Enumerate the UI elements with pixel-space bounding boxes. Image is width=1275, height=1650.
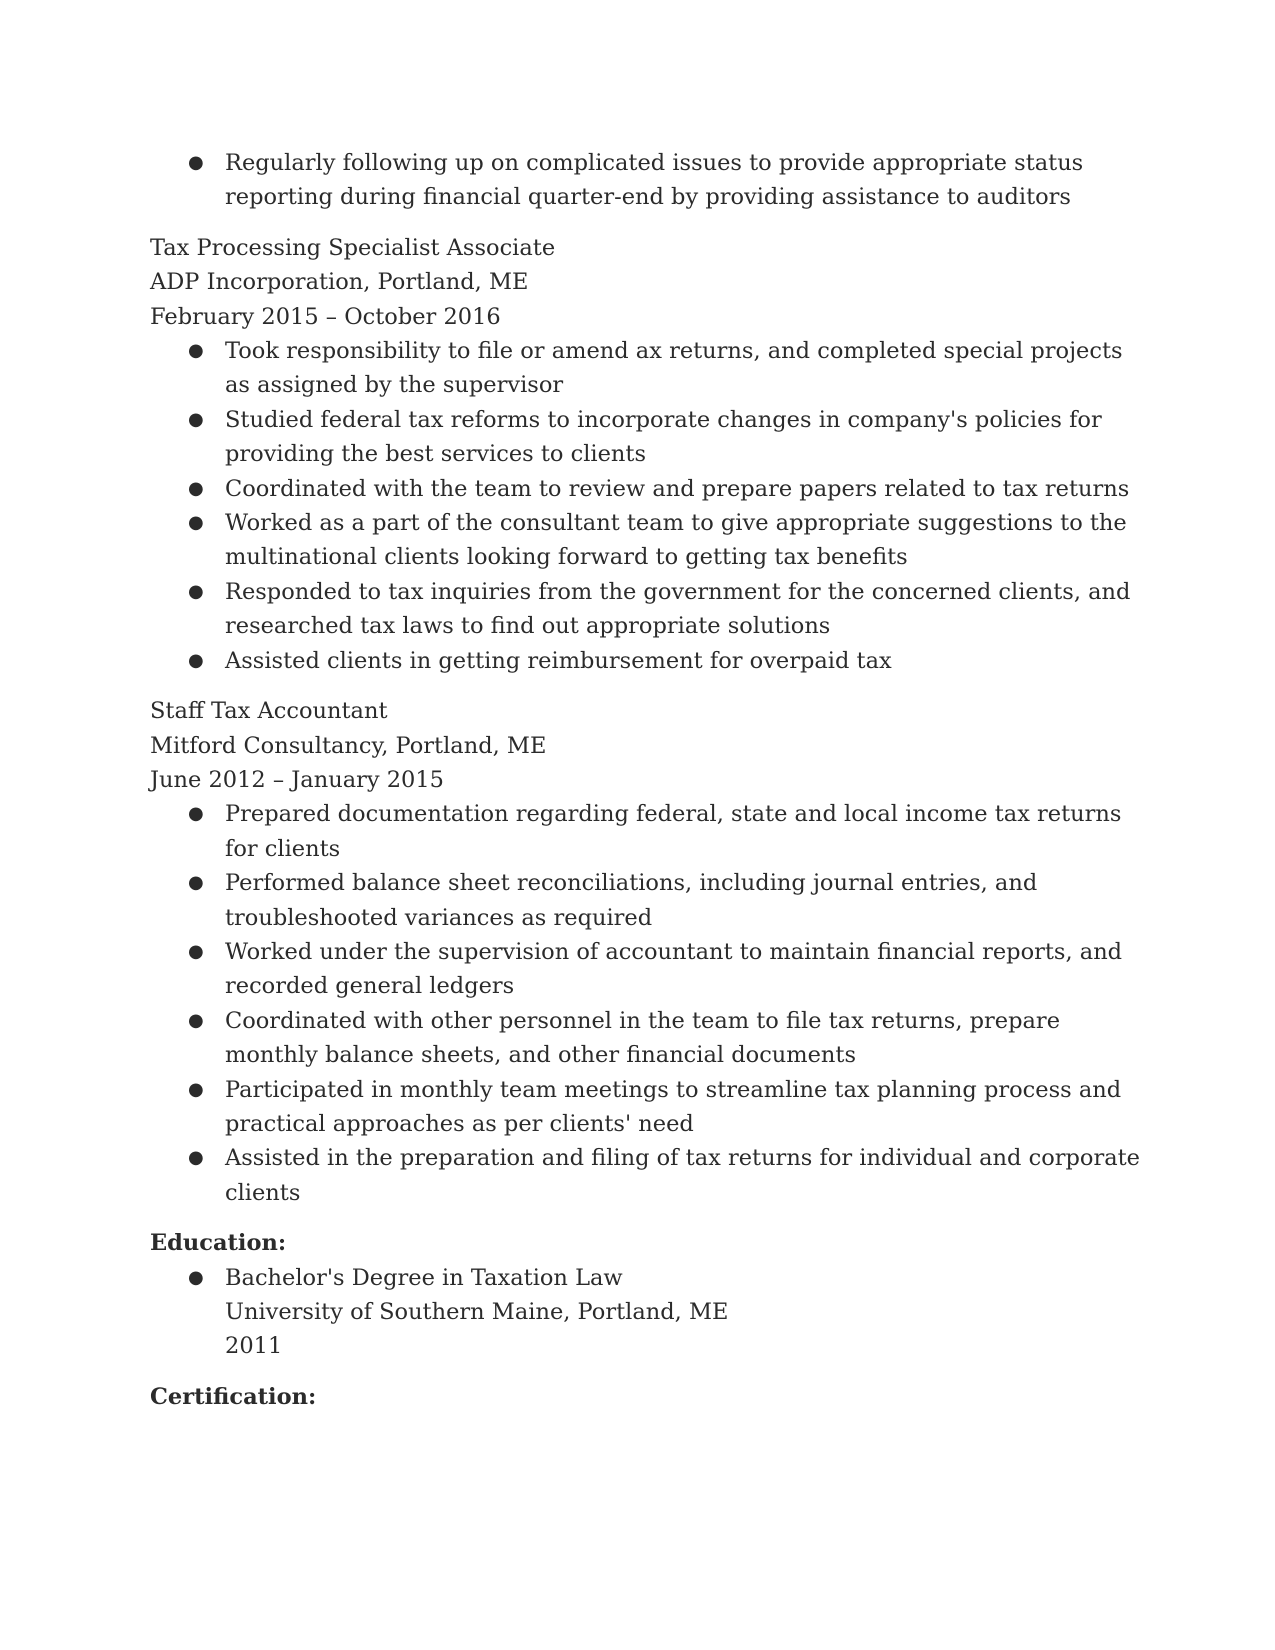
list-item <box>150 506 1140 575</box>
list-item <box>150 1261 1140 1364</box>
bullet-text: Regularly following up on complicated issues to provide appropriate status reporting during financial quarter-end by providing assistance to auditors <box>225 150 1084 211</box>
list-item <box>150 472 1140 506</box>
bullet-text: Assisted in the preparation and filing of tax returns for individual and corporate clients <box>225 1145 1140 1206</box>
graduation-year: 2011 <box>225 1333 283 1360</box>
bullet-icon: ● <box>188 649 204 671</box>
company-name: ADP Incorporation, Portland, ME <box>150 269 529 296</box>
job-title: Tax Processing Specialist Associate <box>150 234 556 261</box>
education-list <box>150 1261 1140 1364</box>
certification-heading: Certification: <box>150 1383 317 1410</box>
bullet-text: Responded to tax inquiries from the government for the concerned clients, and researched tax laws to find out appropriate solutions <box>225 578 1131 640</box>
bullet-icon: ● <box>188 340 204 362</box>
company-name: Mitford Consultancy, Portland, ME <box>150 732 547 759</box>
previous-job-bullets <box>150 146 1140 215</box>
bullet-text: Prepared documentation regarding federal, state and local income tax returns for clients <box>225 801 1122 862</box>
bullet-text: Coordinated with other personnel in the team to file tax returns, prepare monthly balance sheets, and other financial documents <box>225 1007 1061 1069</box>
bullet-icon: ● <box>188 940 204 962</box>
list-item <box>150 1141 1140 1210</box>
resume-page <box>150 146 1140 1414</box>
employment-dates: February 2015 – October 2016 <box>150 303 501 330</box>
education-heading: Education: <box>150 1230 287 1257</box>
bullet-icon: ● <box>188 152 204 173</box>
bullet-icon: ● <box>188 1147 204 1169</box>
degree-name: Bachelor's Degree in Taxation Law <box>225 1264 623 1291</box>
bullet-icon: ● <box>188 477 204 499</box>
employment-dates: June 2012 – January 2015 <box>150 766 444 793</box>
job-title: Staff Tax Accountant <box>150 698 388 725</box>
bullet-text: Studied federal tax reforms to incorporate changes in company's policies for providing the best services to clients <box>225 406 1102 468</box>
education-section <box>150 1226 1140 1364</box>
job-bullets <box>150 334 1140 678</box>
bullet-text: Worked under the supervision of accountant to maintain financial reports, and recorded general ledgers <box>225 938 1123 1000</box>
bullet-icon: ● <box>188 872 204 894</box>
bullet-text: Coordinated with the team to review and prepare papers related to tax returns <box>225 475 1130 502</box>
list-item <box>150 1073 1140 1142</box>
list-item <box>150 797 1140 866</box>
list-item <box>150 935 1140 1004</box>
job-entry-adp <box>150 231 1140 678</box>
job-entry-mitford <box>150 694 1140 1210</box>
bullet-text: Took responsibility to file or amend ax returns, and completed special projects as assigned by the supervisor <box>225 338 1123 399</box>
bullet-text: Assisted clients in getting reimbursement for overpaid tax <box>225 647 892 674</box>
bullet-icon: ● <box>188 1009 204 1031</box>
school-name: University of Southern Maine, Portland, ME <box>225 1299 729 1325</box>
bullet-icon: ● <box>188 803 204 825</box>
bullet-icon: ● <box>188 580 204 602</box>
bullet-text: Performed balance sheet reconciliations, including journal entries, and troubleshooted variances as required <box>225 870 1038 931</box>
list-item <box>150 403 1140 472</box>
list-item <box>150 334 1140 403</box>
list-item <box>150 1004 1140 1073</box>
bullet-icon: ● <box>188 1266 204 1288</box>
job-bullets <box>150 797 1140 1210</box>
list-item <box>150 575 1140 644</box>
certification-section <box>150 1380 1140 1414</box>
bullet-icon: ● <box>188 1078 204 1100</box>
list-item <box>150 146 1140 215</box>
bullet-text: Participated in monthly team meetings to streamline tax planning process and practical approaches as per clients' need <box>225 1076 1122 1137</box>
list-item <box>150 644 1140 678</box>
list-item <box>150 866 1140 935</box>
bullet-icon: ● <box>188 512 204 534</box>
bullet-text: Worked as a part of the consultant team to give appropriate suggestions to the multinational clients looking forward to getting tax benefits <box>225 510 1127 571</box>
bullet-icon: ● <box>188 408 204 430</box>
